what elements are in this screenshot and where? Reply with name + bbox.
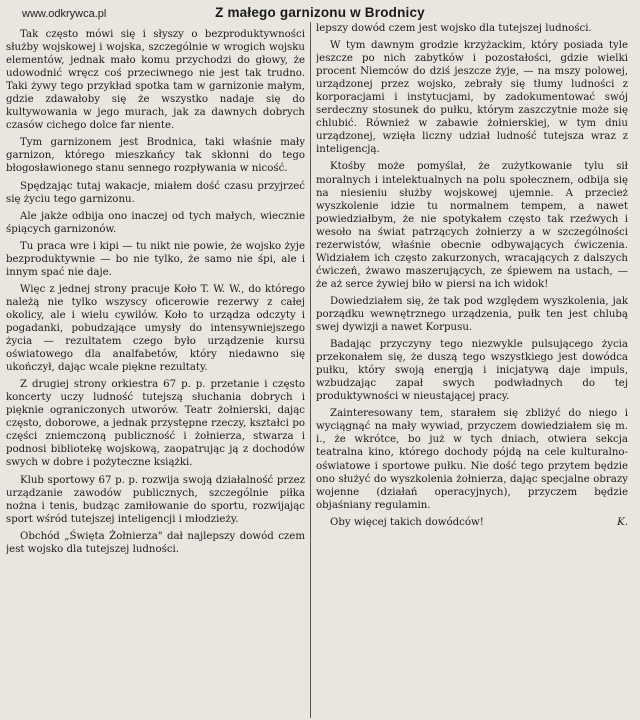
paragraph: Obchód „Święta Żołnierza" dał najlepszy dowód czem jest wojsko dla tutejszej ludności. bbox=[6, 530, 305, 555]
watermark: www.odkrywca.pl bbox=[22, 8, 107, 20]
paragraph: Dowiedziałem się, że tak pod względem wyszkolenia, jak porządku wewnętrznego urządzenia, pułk ten jest chlubą swej dywizji a nawet Korpusu. bbox=[316, 295, 628, 334]
paragraph: Tak często mówi się i słyszy o bezproduktywności służby wojskowej i wojska, szczególnie w wrogich wojsku elementów, jednak mało komu przychodzi do głowy, że udowodnić wręcz coś przeciwnego nie jest tak trudno. Taki żywy tego przykład spotka tam w garnizonie małym, gdzie zdawałoby się że wszystko nadaje się do kultywowania w jego murach, jak za dawnych dobrych czasów cichego dolce far niente. bbox=[6, 29, 305, 132]
paragraph: Ktośby może pomyślał, że zużytkowanie tylu sił moralnych i intelektualnych na polu społecznem, odbija się na niesieniu służby wojskowej ujemnie. A przecież wyszkolenie idzie tu normalnem tempem, a nawet powiedziałbym, że nie spotykałem często tak rzeźwych i wesoło na świat patrzących żołnierzy a w szczególności rezerwistów, właśnie obecnie odbywających ćwiczenia. Widziałem ich często zakurzonych, wracających z dalszych ćwiczeń, żwawo maszerujących, ze śpiewem na ustach, — że aż serce żywiej biło w piersi na ich widok! bbox=[316, 161, 628, 290]
paragraph-continuation: lepszy dowód czem jest wojsko dla tutejszej ludności. bbox=[316, 23, 592, 34]
paragraph: Ale jakże odbija ono inaczej od tych małych, wiecznie śpiących garnizonów. bbox=[6, 210, 305, 235]
column-divider bbox=[310, 22, 311, 718]
right-column bbox=[316, 22, 628, 712]
paragraph: Spędzając tutaj wakacje, miałem dość czasu przyjrzeć się życiu tego garnizonu. bbox=[6, 180, 305, 205]
left-column bbox=[6, 28, 305, 718]
article-title: Z małego garnizonu w Brodnicy bbox=[215, 5, 425, 20]
paragraph: Klub sportowy 67 p. p. rozwija swoją działalność przez urządzanie zawodów publicznych, szczególnie piłka nożna i tenis, budząc zamiłowanie do sportu, rozwijając sport wśród tutejszej inteligencji i młodzieży. bbox=[6, 474, 305, 525]
closing-text: Oby więcej takich dowódców! bbox=[330, 516, 484, 528]
paragraph: Badając przyczyny tego niezwykle pulsującego życia przekonałem się, że duszą tego wszystkiego jest dowódca pułku, który swoją energją i inicjatywą daje impuls, wzbudzając zapał swych podwładnych do tej produktywności w nieustającej pracy. bbox=[316, 339, 628, 403]
paragraph: Zainteresowany tem, starałem się zbliżyć do niego i wyciągnąć na mały wywiad, przyczem dowiedziałem się m. i., że wkrótce, bo już w tych dniach, otwiera sekcja teatralna kino, którego dochody pójdą na cele kulturalno-oświatowe i sportowe pułku. Nie dość tego przytem będzie ono służyć do wyszkolenia żołnierza, dając specjalne obrazy wojenne (działań operacyjnych), przyczem będzie objaśniany regulamin. bbox=[316, 408, 628, 511]
paragraph: W tym dawnym grodzie krzyżackim, który posiada tyle jeszcze po nich zabytków i pozostałości, gdzie wielki procent Niemców do dziś jeszcze żyje, — na mszy polowej, urządzonej przez wojsko, zebrały się tłumy ludności z korporacjami i instytucjami, by zadokumentować swój serdeczny stosunek do pułku, którym zaszczytnie może się chlubić. Również w zabawie żołnierskiej, w tym dniu urządzonej, wzięła liczny udział ludność tutejsza wraz z inteligencją. bbox=[316, 40, 628, 156]
paragraph: Więc z jednej strony pracuje Koło T. W. W., do którego należą nie tylko wszyscy oficerowie rezerwy z całej okolicy, ale i wielu cywilów. Koło to urządza odczyty i pogadanki, pobudzające umysły do intensywniejszego życia — rezultatem czego było urządzenie kursu oświatowego dla analfabetów, który niedawno się ukończył, dając wcale piękne rezultaty. bbox=[6, 283, 305, 374]
paragraph: Tym garnizonem jest Brodnica, taki właśnie mały garnizon, którego mieszkańcy tak skłonni do tego błogosławionego stanu sennego rozpływania w nicość. bbox=[6, 137, 305, 175]
closing-line bbox=[316, 516, 628, 529]
paragraph: Tu praca wre i kipi — tu nikt nie powie, że wojsko żyje bezproduktywnie — bo nie tylko, że samo nie śpi, ale i innym spać nie daje. bbox=[6, 240, 305, 278]
paragraph: Z drugiej strony orkiestra 67 p. p. przetanie i często koncerty uczy ludność tutejszą słuchania dobrych i pięknie ograniczonych utworów. Teatr żołnierski, dając często, doborowe, a jednak przystępne rzeczy, kształci po części zniemczoną publiczność i żołnierza, stwarza i podnosi bibliotekę wojskową, zaopatrując ją z dochodów swych w dobre i pożyteczne książki. bbox=[6, 379, 305, 469]
author-signature: K. bbox=[617, 516, 628, 528]
